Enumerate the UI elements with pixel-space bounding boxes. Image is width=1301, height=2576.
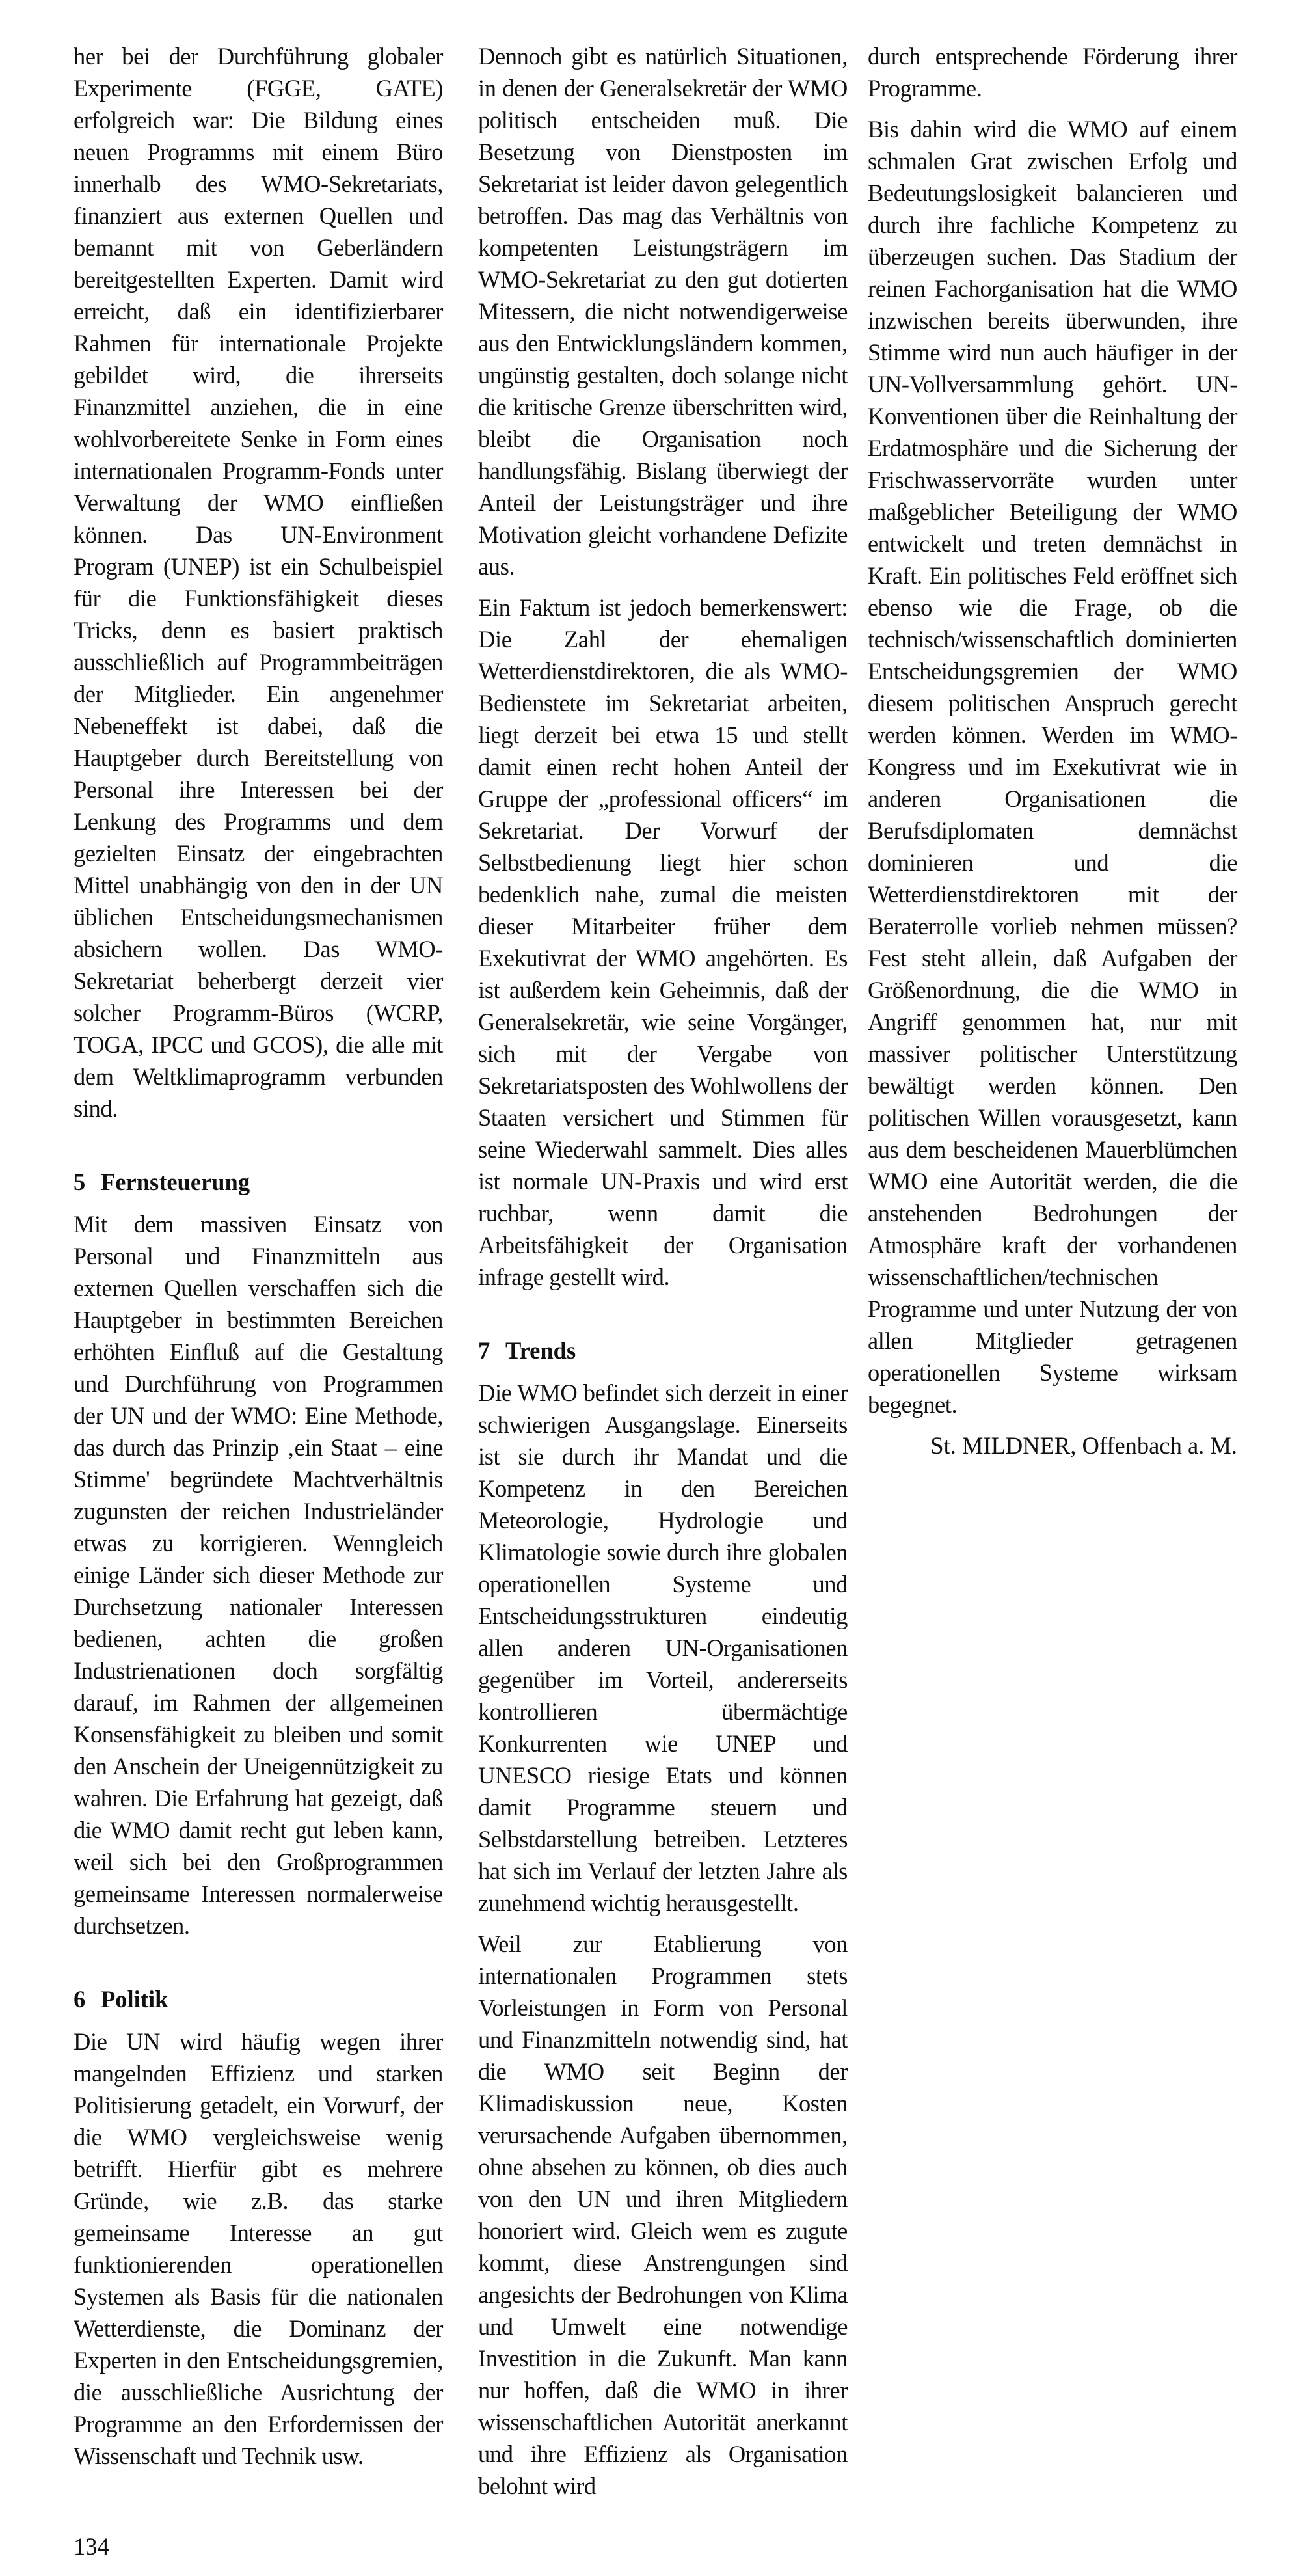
column-middle: [478, 40, 848, 2511]
section-number: 5: [74, 1169, 86, 1195]
column-left: [74, 40, 443, 2481]
author-signature: St. MILDNER, Offenbach a. M.: [930, 1432, 1237, 1459]
paragraph: Die WMO befindet sich derzeit in einer schwierigen Ausgangslage. Einerseits ist sie durch ihr Mandat und die Kompetenz in den Bereichen Meteorologie, Hydrologie und Klimatologie sowie durch ihre globalen operationellen Systeme und Entscheidungsstrukturen eindeutig allen anderen UN-Organisationen gegenüber im Vorteil, andererseits kontrollieren übermächtige Konkurrenten wie UNEP und UNESCO riesige Etats und können damit Programme steuern und Selbstdarstellung betreiben. Letzteres hat sich im Verlauf der letzten Jahre als zunehmend wichtig herausgestellt.: [478, 1379, 848, 1916]
paragraph: Die UN wird häufig wegen ihrer mangelnden Effizienz und starken Politisierung getadelt, ein Vorwurf, der die WMO vergleichsweise wenig betrifft. Hierfür gibt es mehrere Gründe, wie z.B. das starke gemeinsame Interesse an gut funktionierenden operationellen Systemen als Basis für die nationalen Wetterdienste, die Dominanz der Experten in den Entscheidungsgremien, die ausschließliche Ausrichtung der Programme an den Erfordernissen der Wissenschaft und Technik usw.: [74, 2028, 443, 2469]
paragraph: durch entsprechende Förderung ihrer Programme.: [868, 43, 1237, 102]
page-number: 134: [74, 2533, 109, 2560]
paragraph: Dennoch gibt es natürlich Situationen, in denen der Generalsekretär der WMO politisch entscheiden muß. Die Besetzung von Dienstposten im Sekretariat ist leider davon gelegentlich betroffen. Das mag das Verhältnis von kompetenten Leistungsträgern im WMO-Sekretariat zu den gut dotierten Mitessern, die nicht notwendigerweise aus den Entwicklungsländern kommen, ungünstig gestalten, doch solange nicht die kritische Grenze überschritten wird, bleibt die Organisation noch handlungsfähig. Bislang überwiegt der Anteil der Leistungsträger und ihre Motivation gleicht vorhandene Defizite aus.: [478, 43, 848, 580]
section-number: 6: [74, 1986, 86, 2013]
section-heading-5: [74, 1166, 443, 1198]
section-number: 7: [478, 1337, 490, 1364]
section-title: Politik: [101, 1986, 168, 2013]
paragraph: Ein Faktum ist jedoch bemerkenswert: Die Zahl der ehemaligen Wetterdienstdirektoren, die als WMO-Bedienstete im Sekretariat arbeiten, liegt derzeit bei etwa 15 und stellt damit einen recht hohen Anteil der Gruppe der „professional officers“ im Sekretariat. Der Vorwurf der Selbstbedienung liegt hier schon bedenklich nahe, zumal die meisten dieser Mitarbeiter früher dem Exekutivrat der WMO angehörten. Es ist außerdem kein Geheimnis, daß der Generalsekretär, wie seine Vorgänger, sich mit der Vergabe von Sekretariatsposten des Wohlwollens der Staaten versichert und Stimmen für seine Wiederwahl sammelt. Dies alles ist normale UN-Praxis und wird erst ruchbar, wenn damit die Arbeitsfähigkeit der Organisation infrage gestellt wird.: [478, 594, 848, 1290]
paragraph: her bei der Durchführung globaler Experimente (FGGE, GATE) erfolgreich war: Die Bildung eines neuen Programms mit einem Büro innerhalb des WMO-Sekretariats, finanziert aus externen Quellen und bemannt mit von Geberländern bereitgestellten Experten. Damit wird erreicht, daß ein identifizierbarer Rahmen für internationale Projekte gebildet wird, die ihrerseits Finanzmittel anziehen, die in eine wohlvorbereitete Senke in Form eines internationalen Programm-Fonds unter Verwaltung der WMO einfließen können. Das UN-Environment Program (UNEP) ist ein Schulbeispiel für die Funktionsfähigkeit dieses Tricks, denn es basiert praktisch ausschließlich auf Programmbeiträgen der Mitglieder. Ein angenehmer Nebeneffekt ist dabei, daß die Hauptgeber durch Bereitstellung von Personal ihre Interessen bei der Lenkung des Programms und dem gezielten Einsatz der eingebrachten Mittel unabhängig von den in der UN üblichen Entscheidungsmechanismen absichern wollen. Das WMO-Sekretariat beherbergt derzeit vier solcher Programm-Büros (WCRP, TOGA, IPCC und GCOS), die alle mit dem Weltklimaprogramm verbunden sind.: [74, 43, 443, 1122]
section-title: Trends: [505, 1337, 576, 1364]
paragraph: Bis dahin wird die WMO auf einem schmalen Grat zwischen Erfolg und Bedeutungslosigkeit balancieren und durch ihre fachliche Kompetenz zu überzeugen suchen. Das Stadium der reinen Fachorganisation hat die WMO inzwischen bereits überwunden, ihre Stimme wird nun auch häufiger in der UN-Vollversammlung gehört. UN-Konventionen über die Reinhaltung der Erdatmosphäre und die Sicherung der Frischwasservorräte wurden unter maßgeblicher Beteiligung der WMO entwickelt und treten demnächst in Kraft. Ein politisches Feld eröffnet sich ebenso wie die Frage, ob die technisch/wissenschaftlich dominierten Entscheidungsgremien der WMO diesem politischen Anspruch gerecht werden können. Werden im WMO-Kongress und im Exekutivrat wie in anderen Organisationen die Berufsdiplomaten demnächst dominieren und die Wetterdienstdirektoren mit der Beraterrolle vorlieb nehmen müssen? Fest steht allein, daß Aufgaben der Größenordnung, die die WMO in Angriff genommen hat, nur mit massiver politischer Unterstützung bewältigt werden können. Den politischen Willen vorausgesetzt, kann aus dem bescheidenen Mauerblümchen WMO eine Autorität werden, die die anstehenden Bedrohungen der Atmosphäre kraft der vorhandenen wissenschaftlichen/technischen Programme und unter Nutzung der von allen Mitglieder getragenen operationellen Systeme wirksam begegnet.: [868, 116, 1237, 1418]
paragraph: Weil zur Etablierung von internationalen Programmen stets Vorleistungen in Form von Personal und Finanzmitteln notwendig sind, hat die WMO seit Beginn der Klimadiskussion neue, Kosten verursachende Aufgaben übernommen, ohne absehen zu können, ob dies auch von den UN und ihren Mitgliedern honoriert wird. Gleich wem es zugute kommt, diese Anstrengungen sind angesichts der Bedrohungen von Klima und Umwelt eine notwendige Investition in die Zukunft. Man kann nur hoffen, daß die WMO in ihrer wissenschaftlichen Autorität anerkannt und ihre Effizienz als Organisation belohnt wird: [478, 1931, 848, 2499]
section-heading-7: [478, 1335, 848, 1366]
section-heading-6: [74, 1983, 443, 2015]
paragraph: Mit dem massiven Einsatz von Personal und Finanzmitteln aus externen Quellen verschaffen sich die Hauptgeber in bestimmten Bereichen erhöhten Einfluß auf die Gestaltung und Durchführung von Programmen der UN und der WMO: Eine Methode, das durch das Prinzip ‚ein Staat – eine Stimme' begründete Machtverhältnis zugunsten der reichen Industrieländer etwas zu korrigieren. Wenngleich einige Länder sich dieser Methode zur Durchsetzung nationaler Interessen bedienen, achten die großen Industrienationen doch sorgfältig darauf, im Rahmen der allgemeinen Konsensfähigkeit zu bleiben und somit den Anschein der Uneigennützigkeit zu wahren. Die Erfahrung hat gezeigt, daß die WMO damit recht gut leben kann, weil sich bei den Großprogrammen gemeinsame Interessen normalerweise durchsetzen.: [74, 1211, 443, 1939]
section-title: Fernsteuerung: [101, 1169, 250, 1195]
column-right: [868, 40, 1237, 1461]
